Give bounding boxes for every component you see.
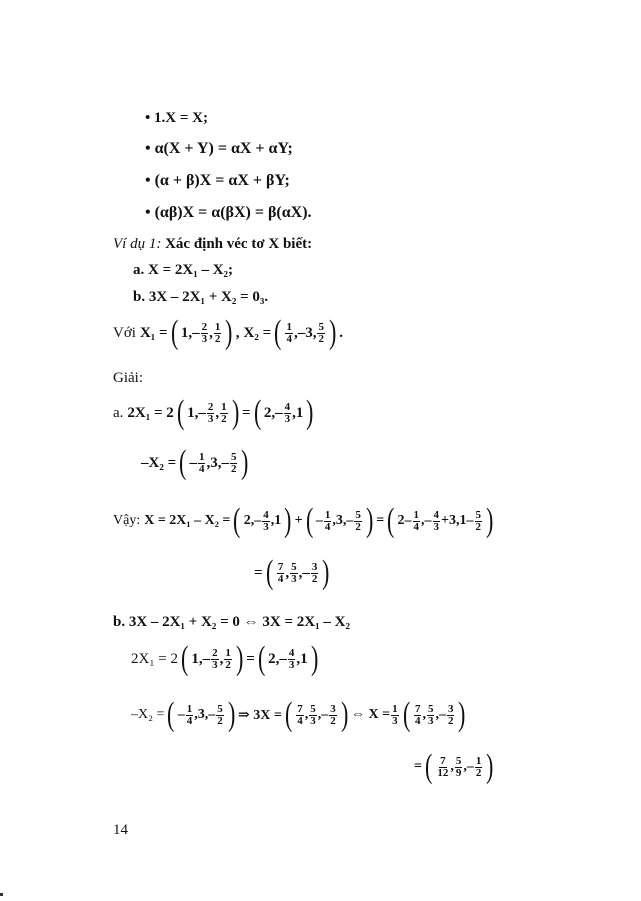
property-4: • (αβ)X = α(βX) = β(αX). bbox=[145, 204, 312, 221]
two-x1-lhs: 2X₁ = 2 bbox=[127, 404, 174, 421]
x2-name: X₂ = bbox=[243, 324, 272, 341]
given-vectors: Với X₁ = ( 1,– $\frac{2}{3}$ , $\frac{1}{2}$ ) , X₂ = ( $\frac{1}{4}$ ,–3, $\frac{5}{2}$ ) . bbox=[113, 314, 344, 351]
solution-a-label: a. bbox=[113, 404, 124, 421]
property-3: • (α + β)X = αX + βY; bbox=[145, 172, 290, 189]
example-part-b: b. 3X – 2X₁ + X₂ = 0₃. bbox=[133, 289, 269, 305]
solution-b-final: = ( $\frac{7}{12}$ , $\frac{5}{9}$ ,– $\frac{1}{2}$ ) bbox=[414, 748, 494, 785]
example-text: Xác định véc tơ X biết: bbox=[165, 236, 313, 252]
given-lead: Với bbox=[113, 324, 136, 341]
solution-b-line: b. 3X – 2X₁ + X₂ = 0 ⇔ 3X = 2X₁ – X₂ bbox=[113, 614, 350, 630]
solution-a-2x1: a. 2X₁ = 2 ( 1,– $\frac{2}{3}$ , $\frac{1}{2}$ ) = ( 2,– $\frac{4}{3}$ ,1 ) bbox=[113, 394, 314, 431]
property-2: • α(X + Y) = αX + αY; bbox=[145, 140, 293, 157]
iff-x: ⇔ X = bbox=[351, 707, 391, 722]
b-two-x1-lhs: 2X₁ = 2 bbox=[131, 650, 179, 667]
solution-a-result: Vậy: X = 2X₁ – X₂ = ( 2,– $\frac{4}{3}$ ,1 ) + ( – $\frac{1}{4}$ ,3,– $\frac{5}{2}$ ) = ( 2– $\frac{1}{4}$ ,– $\frac{4}{3}$ +3,1– $\frac{5}{2}$ ) bbox=[113, 502, 494, 539]
example-part-a: a. X = 2X₁ – X₂; bbox=[133, 262, 234, 278]
implies-3x: ⇒ 3X = bbox=[238, 707, 282, 723]
property-1: • 1.X = X; bbox=[145, 110, 208, 126]
neg-x2-lhs: –X₂ = bbox=[141, 454, 177, 471]
vay-expr: X = 2X₁ – X₂ = bbox=[144, 513, 231, 528]
example-heading bbox=[113, 234, 312, 254]
page-number: 14 bbox=[113, 822, 128, 838]
solution-a-neg-x2: –X₂ = ( – $\frac{1}{4}$ ,3,– $\frac{5}{2}$ ) bbox=[141, 444, 249, 481]
eq-sign: = bbox=[254, 564, 263, 581]
x1-name: X₁ = bbox=[139, 324, 168, 341]
solution-b-2x1: 2X₁ = 2 ( 1,– $\frac{2}{3}$ , $\frac{1}{2}$ ) = ( 2,– $\frac{4}{3}$ ,1 ) bbox=[131, 640, 318, 677]
solution-a-final: = ( $\frac{7}{4}$ , $\frac{5}{3}$ ,– $\frac{3}{2}$ ) bbox=[254, 554, 330, 591]
b-eq-sign: = bbox=[414, 759, 422, 774]
vay-label: Vậy: bbox=[113, 513, 141, 528]
scan-mark bbox=[0, 893, 3, 896]
solution-heading: Giải: bbox=[113, 370, 143, 386]
b-neg-x2-lhs: –X₂ = bbox=[131, 707, 165, 722]
solution-b-neg-x2: –X₂ = ( – $\frac{1}{4}$ ,3,– $\frac{5}{2}$ ) ⇒ 3X = ( $\frac{7}{4}$ , $\frac{5}{3}$ ,– $\frac{3}{2}$ ) ⇔ X = $\frac{1}{3}$ ( $\frac{7}{4}$ , $\frac{5}{3}$ ,– $\frac{3}{2}$ ) bbox=[131, 696, 466, 733]
example-label: Ví dụ 1: bbox=[113, 236, 162, 252]
